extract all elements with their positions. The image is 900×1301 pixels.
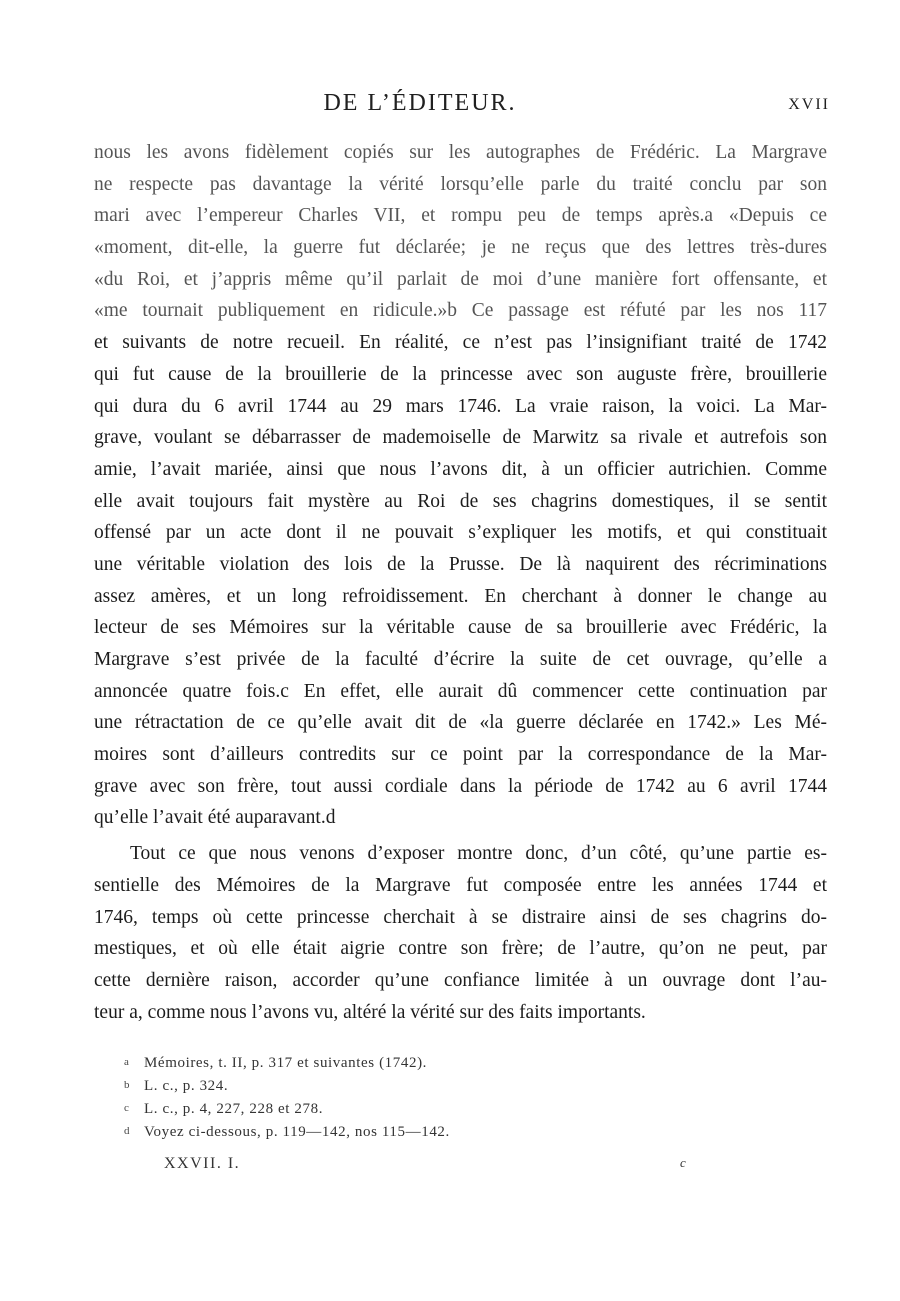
text-line: qu’elle l’avait été auparavant.d (94, 807, 336, 829)
text-line: mari avec l’empereur Charles VII, et rompu peu de temps après.a «Depuis ce (94, 205, 827, 227)
running-head (0, 90, 900, 124)
text-line: Margrave s’est privée de la faculté d’écrire la suite de cet ouvrage, qu’elle a (94, 649, 827, 670)
footnote-text: L. c., p. 324. (144, 1078, 229, 1094)
text-line: et suivants de notre recueil. En réalité, ce n’est pas l’insignifiant traité de 1742 (94, 332, 827, 354)
text-line: grave, voulant se débarrasser de mademoiselle de Marwitz sa rivale et autrefois son (94, 427, 827, 449)
text-line: «moment, dit-elle, la guerre fut déclarée; je ne reçus que des lettres très-dures (94, 237, 827, 259)
gathering-letter: c (680, 1155, 686, 1170)
footnote-text: L. c., p. 4, 227, 228 et 278. (144, 1101, 324, 1117)
text-line: «me tournait publiquement en ridicule.»b Ce passage est réfuté par les nos 117 (94, 300, 827, 322)
running-title: DE L’ÉDITEUR. (323, 90, 517, 116)
signature-line (0, 1155, 900, 1179)
paragraph-1 (94, 137, 827, 834)
text-line: moires sont d’ailleurs contredits sur ce point par la correspondance de la Mar- (94, 744, 827, 766)
footnote-marker: a (124, 1056, 130, 1068)
footnote-marker: c (124, 1102, 130, 1114)
text-line: qui fut cause de la brouillerie de la princesse avec son auguste frère, brouillerie (94, 363, 827, 385)
text-line: «du Roi, et j’appris même qu’il parlait de moi d’une manière fort offensante, et (94, 268, 827, 290)
footnote (124, 1097, 724, 1120)
text-line: cette dernière raison, accorder qu’une confiance limitée à un ouvrage dont l’au- (94, 969, 827, 991)
text-line: grave avec son frère, tout aussi cordiale dans la période de 1742 au 6 avril 1744 (94, 775, 827, 797)
signature-mark: XXVII. I. (164, 1155, 241, 1172)
text-line: assez amères, et un long refroidissement. En cherchant à donner le change au (94, 585, 827, 607)
text-line: 1746, temps où cette princesse cherchait à se distraire ainsi de ses chagrins do- (94, 906, 827, 928)
page-number: XVII (788, 96, 830, 113)
body-text (94, 137, 827, 1028)
footnote-text: Mémoires, t. II, p. 317 et suivantes (1742). (144, 1055, 428, 1071)
text-line: annoncée quatre fois.c En effet, elle aurait dû commencer cette continuation par (94, 680, 827, 702)
text-line: mestiques, et où elle était aigrie contre son frère; de l’autre, qu’on ne peut, par (94, 938, 827, 960)
footnote (124, 1051, 724, 1074)
footnote (124, 1120, 724, 1143)
footnote-text: Voyez ci-dessous, p. 119—142, nos 115—142. (144, 1124, 450, 1140)
footnotes (124, 1051, 724, 1143)
text-line: teur a, comme nous l’avons vu, altéré la vérité sur des faits importants. (94, 1001, 646, 1023)
text-line: amie, l’avait mariée, ainsi que nous l’avons dit, à un officier autrichien. Comme (94, 458, 827, 480)
text-line: une véritable violation des lois de la Prusse. De là naquirent des récriminations (94, 553, 827, 575)
paragraph-2 (94, 838, 827, 1028)
footnote-marker: b (124, 1079, 131, 1091)
text-line: lecteur de ses Mémoires sur la véritable cause de sa brouillerie avec Frédéric, la (94, 617, 827, 639)
text-line: elle avait toujours fait mystère au Roi de ses chagrins domestiques, il se sentit (94, 490, 827, 512)
text-line: sentielle des Mémoires de la Margrave fut composée entre les années 1744 et (94, 874, 827, 896)
text-line: nous les avons fidèlement copiés sur les autographes de Frédéric. La Margrave (94, 142, 827, 163)
text-line: une rétractation de ce qu’elle avait dit de «la guerre déclarée en 1742.» Les Mé- (94, 712, 827, 734)
text-line: qui dura du 6 avril 1744 au 29 mars 1746. La vraie raison, la voici. La Mar- (94, 395, 827, 417)
footnote (124, 1074, 724, 1097)
text-line: offensé par un acte dont il ne pouvait s’expliquer les motifs, et qui constituait (94, 522, 827, 544)
footnote-marker: d (124, 1125, 131, 1137)
text-line: Tout ce que nous venons d’exposer montre donc, d’un côté, qu’une partie es- (130, 843, 827, 865)
text-line: ne respecte pas davantage la vérité lorsqu’elle parle du traité conclu par son (94, 173, 827, 195)
